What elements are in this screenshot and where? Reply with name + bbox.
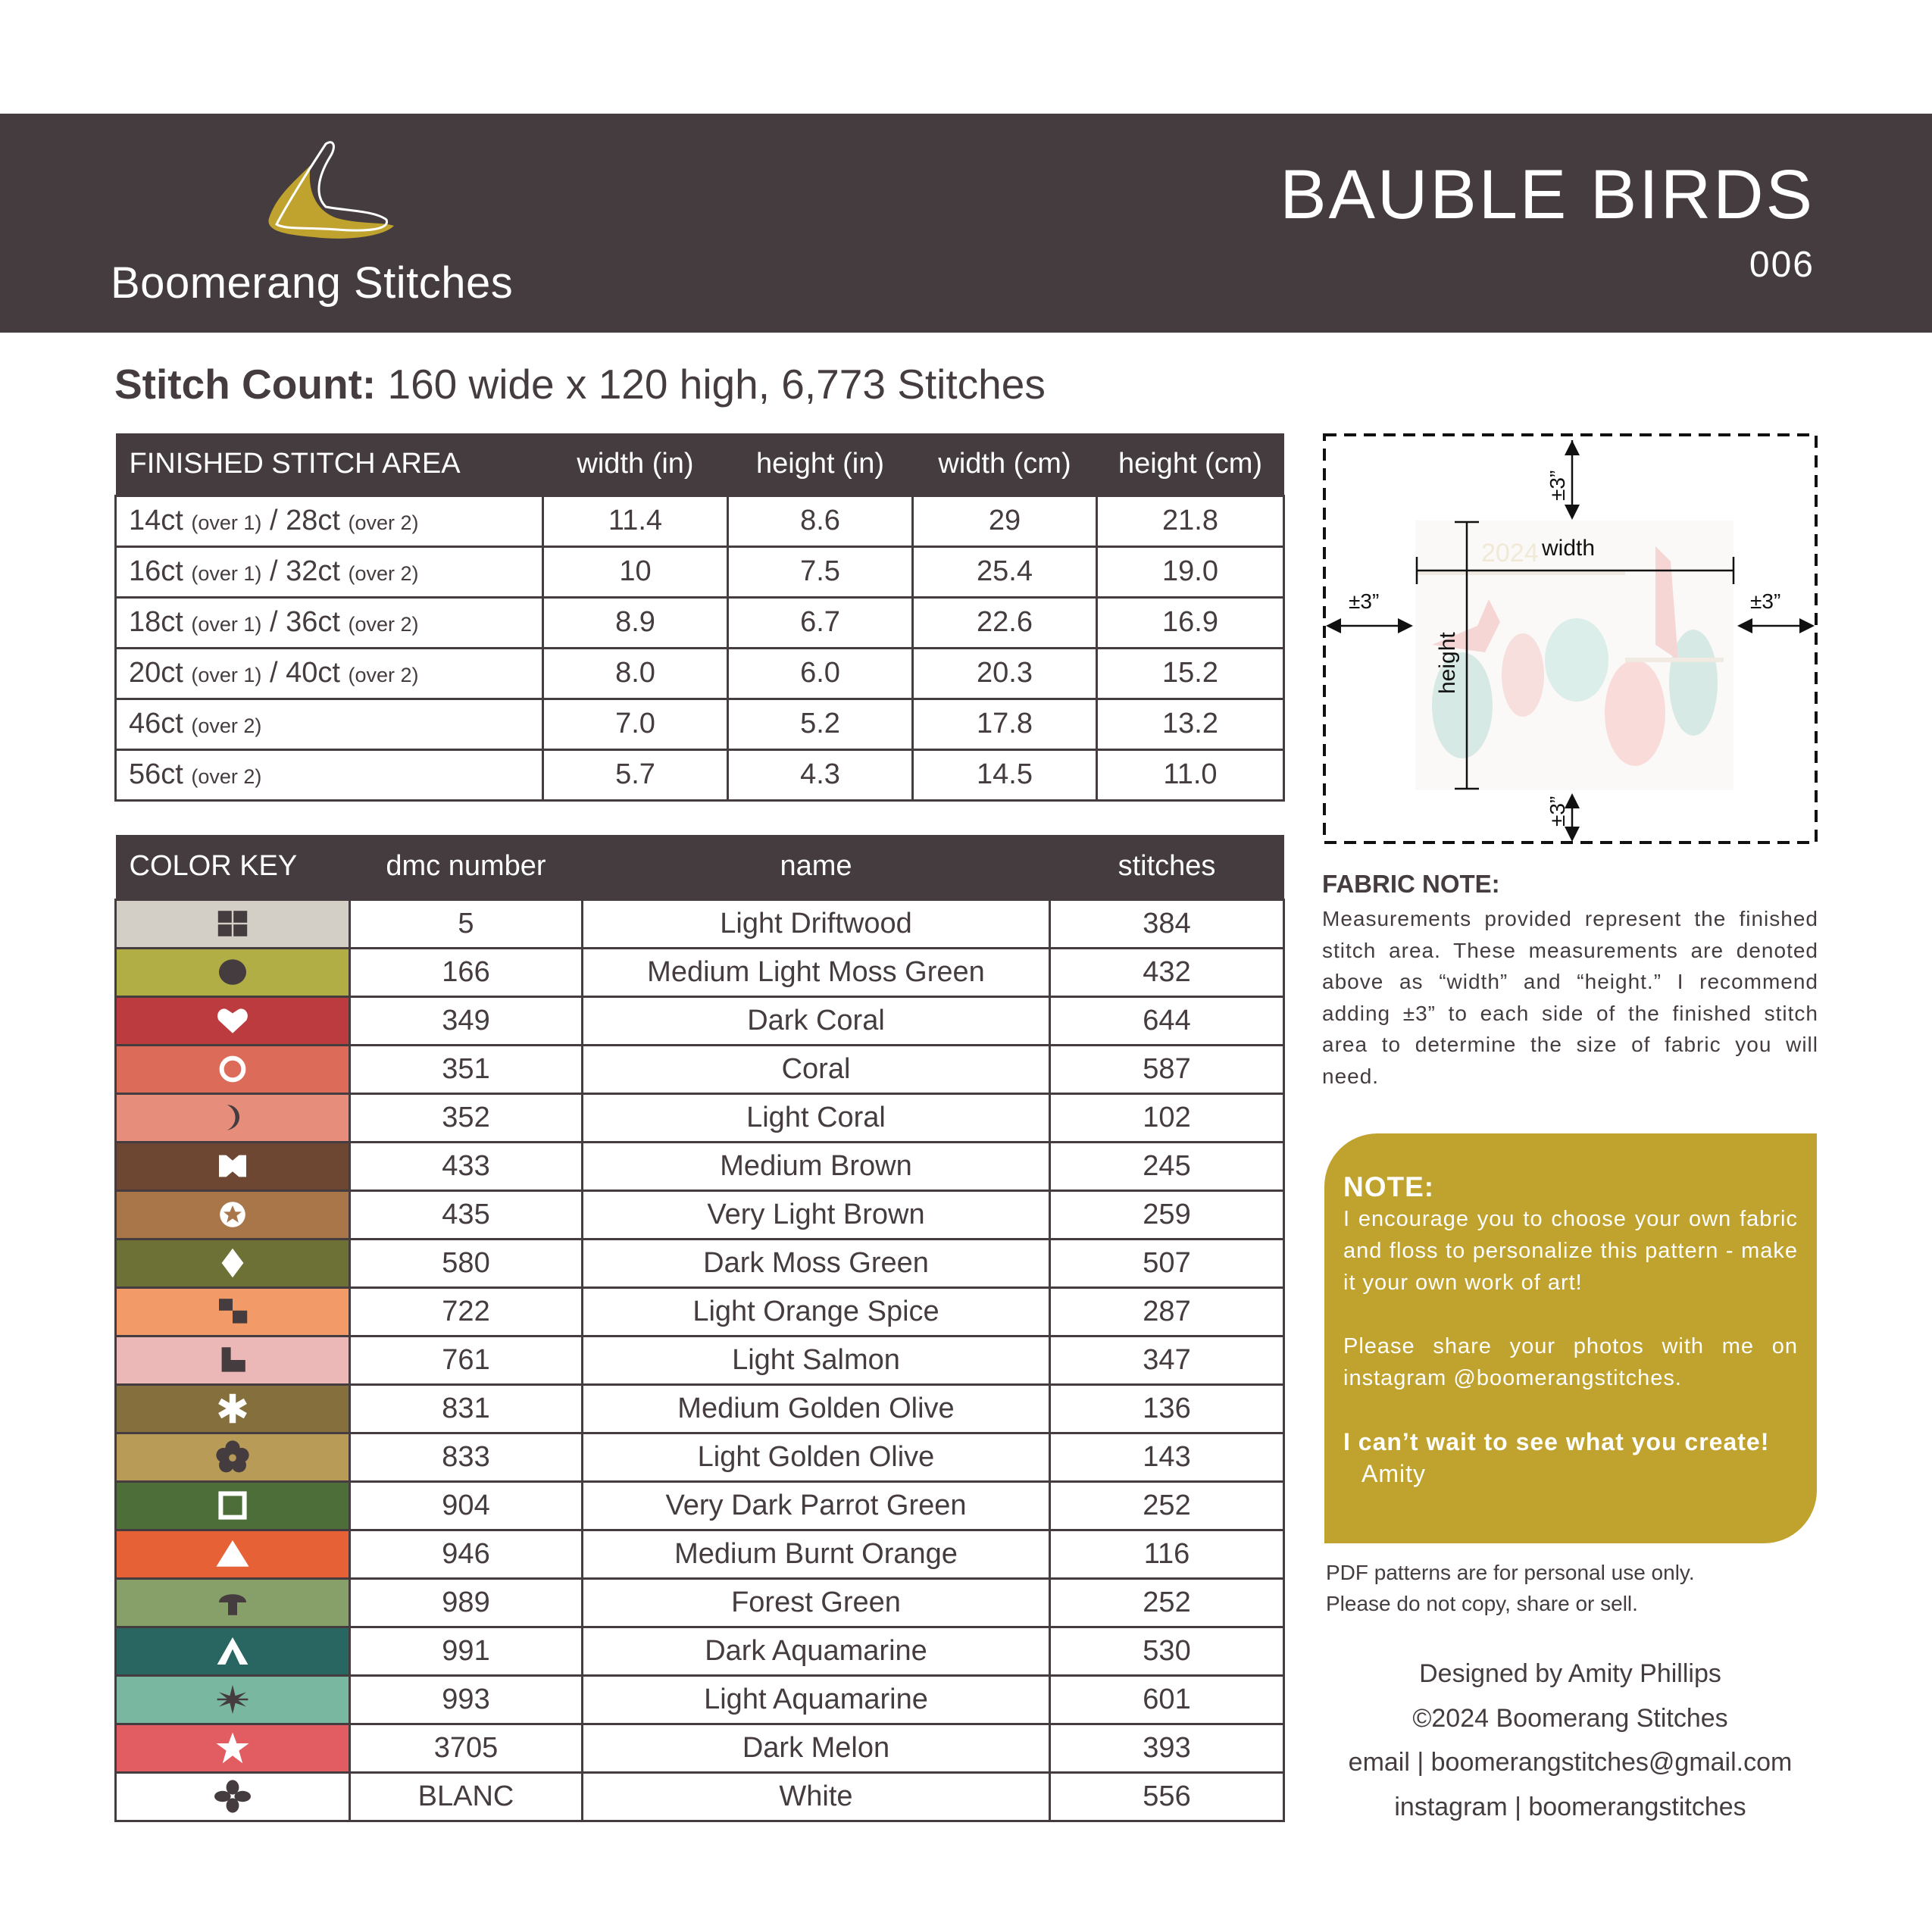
table-row [116, 546, 1284, 597]
floss-name: Light Orange Spice [583, 1287, 1050, 1336]
column-header: height (cm) [1097, 433, 1284, 496]
column-header: name [583, 835, 1050, 899]
column-header: width (in) [543, 433, 728, 496]
left-margin-label: ±3” [1349, 589, 1380, 613]
fabric-note-text: Measurements provided represent the finished stitch area. These measurements are denoted above as “width” and “height.” I recommend adding ±3” to each side of the finished stitch area to determine the size of fabric you will need. [1322, 907, 1818, 1088]
stitch-count: 601 [1050, 1675, 1284, 1724]
stitch-count: 432 [1050, 948, 1284, 996]
stitch-count: 530 [1050, 1627, 1284, 1675]
pattern-title: BAUBLE BIRDS [1280, 156, 1815, 233]
table-row [116, 1287, 1284, 1336]
starburst-icon [214, 1681, 251, 1718]
stitch-count: 556 [1050, 1772, 1284, 1821]
color-swatch [116, 1675, 350, 1724]
color-swatch [116, 899, 350, 948]
dmc-number: 3705 [350, 1724, 583, 1772]
asterisk-icon [214, 1390, 251, 1427]
fabric-count-cell [116, 699, 543, 749]
table-row [116, 1578, 1284, 1627]
separator: / [261, 606, 286, 638]
color-swatch [116, 1772, 350, 1821]
column-header: COLOR KEY [116, 835, 350, 899]
four-squares-icon [214, 905, 251, 942]
copyright: ©2024 Boomerang Stitches [1412, 1703, 1728, 1733]
flower-icon [214, 1439, 251, 1475]
dimension-value: 8.6 [728, 496, 913, 546]
stitch-count: 252 [1050, 1578, 1284, 1627]
dmc-number: 166 [350, 948, 583, 996]
color-swatch [116, 1578, 350, 1627]
floss-name: Very Light Brown [583, 1190, 1050, 1239]
dmc-number: 831 [350, 1384, 583, 1433]
separator: / [261, 505, 286, 536]
table-row [116, 648, 1284, 699]
note-paragraph-3: I can’t wait to see what you create! [1343, 1428, 1770, 1455]
floss-name: Light Aquamarine [583, 1675, 1050, 1724]
fabric-count: 40ct [286, 657, 340, 689]
clover-icon [214, 1778, 251, 1815]
floss-name: Medium Golden Olive [583, 1384, 1050, 1433]
color-swatch [116, 1190, 350, 1239]
dmc-number: 946 [350, 1530, 583, 1578]
table-row [116, 1433, 1284, 1481]
color-swatch [116, 1239, 350, 1287]
steps-icon [214, 1293, 251, 1330]
finished-stitch-area-table [114, 433, 1285, 802]
stitch-over: (over 2) [348, 664, 419, 686]
dmc-number: 989 [350, 1578, 583, 1627]
ring-icon [214, 1051, 251, 1087]
stitch-count: 143 [1050, 1433, 1284, 1481]
note-paragraph-1: I encourage you to choose your own fabric and floss to personalize this pattern - make it your own work of art! [1343, 1207, 1798, 1295]
dimension-value: 25.4 [913, 546, 1097, 597]
color-swatch [116, 1384, 350, 1433]
dmc-number: 904 [350, 1481, 583, 1530]
floss-name: Light Golden Olive [583, 1433, 1050, 1481]
dmc-number: 433 [350, 1142, 583, 1190]
fabric-count: 16ct [129, 555, 183, 587]
dimension-value: 22.6 [913, 597, 1097, 648]
separator: / [261, 657, 286, 689]
stitch-over: (over 2) [191, 714, 262, 737]
designer-credit: Designed by Amity Phillips [1419, 1659, 1721, 1688]
fabric-size-diagram [1322, 433, 1818, 845]
floss-name: Forest Green [583, 1578, 1050, 1627]
pdf-note-line-2: Please do not copy, share or sell. [1326, 1592, 1638, 1615]
stitch-count: 644 [1050, 996, 1284, 1045]
dimension-value: 17.8 [913, 699, 1097, 749]
dmc-number: 580 [350, 1239, 583, 1287]
instagram-contact[interactable]: instagram | boomerangstitches [1394, 1792, 1746, 1821]
star-icon [214, 1730, 251, 1766]
stitch-over: (over 2) [348, 562, 419, 585]
floss-name: Medium Brown [583, 1142, 1050, 1190]
stitch-over: (over 1) [191, 562, 262, 585]
brand-name: Boomerang Stitches [111, 258, 514, 308]
fabric-note-heading: FABRIC NOTE: [1322, 870, 1500, 898]
fabric-count-cell [116, 597, 543, 648]
stitch-count: 259 [1050, 1190, 1284, 1239]
floss-name: Light Salmon [583, 1336, 1050, 1384]
boomerang-logo-icon [254, 135, 405, 249]
dmc-number: 993 [350, 1675, 583, 1724]
fabric-count: 36ct [286, 606, 340, 638]
dmc-number: 351 [350, 1045, 583, 1093]
stitch-count: 393 [1050, 1724, 1284, 1772]
bottom-margin-label: ±3” [1546, 796, 1569, 827]
floss-name: Very Dark Parrot Green [583, 1481, 1050, 1530]
color-swatch [116, 1287, 350, 1336]
dimension-value: 8.0 [543, 648, 728, 699]
credits [1322, 1652, 1818, 1829]
dimension-value: 7.0 [543, 699, 728, 749]
stitch-count-label: Stitch Count: [114, 361, 377, 408]
floss-name: Dark Melon [583, 1724, 1050, 1772]
triangle-icon [214, 1536, 251, 1572]
fabric-count-cell [116, 648, 543, 699]
dimension-value: 11.0 [1097, 749, 1284, 800]
dmc-number: 352 [350, 1093, 583, 1142]
note-box [1324, 1133, 1817, 1543]
table-row [116, 1724, 1284, 1772]
dmc-number: 761 [350, 1336, 583, 1384]
table-row [116, 1045, 1284, 1093]
stitch-over: (over 1) [191, 664, 262, 686]
chevron-up-icon [214, 1633, 251, 1669]
table-row [116, 1627, 1284, 1675]
dimension-value: 13.2 [1097, 699, 1284, 749]
right-margin-label: ±3” [1750, 589, 1781, 613]
table-row [116, 996, 1284, 1045]
column-header: width (cm) [913, 433, 1097, 496]
note-signature: Amity [1361, 1460, 1426, 1487]
stitch-count: 384 [1050, 899, 1284, 948]
table-row [116, 699, 1284, 749]
bowtie-icon [214, 1148, 251, 1184]
table-row [116, 1239, 1284, 1287]
fabric-count: 20ct [129, 657, 183, 689]
dimension-value: 11.4 [543, 496, 728, 546]
dimension-value: 5.2 [728, 699, 913, 749]
pattern-year: 2024 [1481, 539, 1539, 567]
fabric-count: 32ct [286, 555, 340, 587]
table-row [116, 1481, 1284, 1530]
table-row [116, 948, 1284, 996]
dimension-value: 6.0 [728, 648, 913, 699]
dimension-value: 14.5 [913, 749, 1097, 800]
star-in-circle-icon [214, 1196, 251, 1233]
fabric-count: 28ct [286, 505, 340, 536]
stitch-count: 102 [1050, 1093, 1284, 1142]
dimension-value: 29 [913, 496, 1097, 546]
color-swatch [116, 1530, 350, 1578]
dmc-number: 722 [350, 1287, 583, 1336]
fabric-count: 14ct [129, 505, 183, 536]
table-row [116, 597, 1284, 648]
color-swatch [116, 1724, 350, 1772]
square-outline-icon [214, 1487, 251, 1524]
fabric-count-cell [116, 496, 543, 546]
dimension-value: 20.3 [913, 648, 1097, 699]
column-header: dmc number [350, 835, 583, 899]
fabric-count: 18ct [129, 606, 183, 638]
fabric-count-cell [116, 546, 543, 597]
color-swatch [116, 948, 350, 996]
color-swatch [116, 1142, 350, 1190]
stitch-over: (over 1) [191, 511, 262, 534]
color-swatch [116, 1433, 350, 1481]
stitch-count [114, 360, 1046, 408]
color-swatch [116, 1481, 350, 1530]
stitch-count: 287 [1050, 1287, 1284, 1336]
heart-icon [214, 1002, 251, 1039]
dmc-number: 991 [350, 1627, 583, 1675]
email-contact[interactable]: email | boomerangstitches@gmail.com [1348, 1748, 1793, 1777]
column-header: stitches [1050, 835, 1284, 899]
stitch-count: 116 [1050, 1530, 1284, 1578]
table-row [116, 1142, 1284, 1190]
pattern-number: 006 [1749, 245, 1815, 285]
table-row [116, 1190, 1284, 1239]
fabric-count: 46ct [129, 708, 183, 739]
dimension-value: 19.0 [1097, 546, 1284, 597]
dimension-value: 6.7 [728, 597, 913, 648]
filled-circle-icon [214, 954, 251, 990]
top-margin-label: ±3” [1546, 470, 1569, 501]
note-heading: NOTE: [1343, 1171, 1435, 1202]
crescent-icon [214, 1099, 251, 1136]
table-row [116, 496, 1284, 546]
table-row [116, 1336, 1284, 1384]
table-row [116, 899, 1284, 948]
dmc-number: 435 [350, 1190, 583, 1239]
stitch-over: (over 2) [348, 511, 419, 534]
height-label: height [1435, 632, 1460, 694]
floss-name: Dark Aquamarine [583, 1627, 1050, 1675]
dimension-value: 21.8 [1097, 496, 1284, 546]
dmc-number: BLANC [350, 1772, 583, 1821]
fabric-count: 56ct [129, 758, 183, 790]
stitch-over: (over 1) [191, 613, 262, 636]
floss-name: Medium Burnt Orange [583, 1530, 1050, 1578]
floss-name: Medium Light Moss Green [583, 948, 1050, 996]
floss-name: White [583, 1772, 1050, 1821]
color-swatch [116, 1093, 350, 1142]
mushroom-icon [214, 1584, 251, 1621]
color-swatch [116, 1336, 350, 1384]
column-header: FINISHED STITCH AREA [116, 433, 543, 496]
fabric-count-cell [116, 749, 543, 800]
dmc-number: 833 [350, 1433, 583, 1481]
table-row [116, 1530, 1284, 1578]
width-label: width [1542, 536, 1596, 561]
floss-name: Coral [583, 1045, 1050, 1093]
dimension-value: 16.9 [1097, 597, 1284, 648]
color-swatch [116, 1045, 350, 1093]
stitch-count: 252 [1050, 1481, 1284, 1530]
dimension-value: 5.7 [543, 749, 728, 800]
floss-name: Dark Coral [583, 996, 1050, 1045]
floss-name: Dark Moss Green [583, 1239, 1050, 1287]
table-row [116, 1675, 1284, 1724]
l-shape-icon [214, 1342, 251, 1378]
color-key-table [114, 835, 1285, 1822]
stitch-count: 507 [1050, 1239, 1284, 1287]
color-swatch [116, 1627, 350, 1675]
stitch-count: 245 [1050, 1142, 1284, 1190]
stitch-over: (over 2) [191, 765, 262, 788]
dimension-value: 7.5 [728, 546, 913, 597]
diamond-icon [214, 1245, 251, 1281]
stitch-count: 347 [1050, 1336, 1284, 1384]
stitch-count: 136 [1050, 1384, 1284, 1433]
table-row [116, 749, 1284, 800]
dimension-value: 4.3 [728, 749, 913, 800]
pattern-preview-image [1415, 521, 1733, 790]
note-paragraph-2: Please share your photos with me on instagram @boomerangstitches. [1343, 1334, 1798, 1390]
separator: / [261, 555, 286, 587]
pdf-note-line-1: PDF patterns are for personal use only. [1326, 1561, 1695, 1584]
stitch-count-value: 160 wide x 120 high, 6,773 Stitches [387, 361, 1046, 408]
table-row [116, 1772, 1284, 1821]
table-row [116, 1384, 1284, 1433]
color-swatch [116, 996, 350, 1045]
dimension-value: 10 [543, 546, 728, 597]
floss-name: Light Coral [583, 1093, 1050, 1142]
dmc-number: 5 [350, 899, 583, 948]
dimension-value: 8.9 [543, 597, 728, 648]
stitch-count: 587 [1050, 1045, 1284, 1093]
stitch-over: (over 2) [348, 613, 419, 636]
pdf-usage-note [1326, 1557, 1695, 1619]
table-row [116, 1093, 1284, 1142]
dmc-number: 349 [350, 996, 583, 1045]
column-header: height (in) [728, 433, 913, 496]
floss-name: Light Driftwood [583, 899, 1050, 948]
dimension-value: 15.2 [1097, 648, 1284, 699]
